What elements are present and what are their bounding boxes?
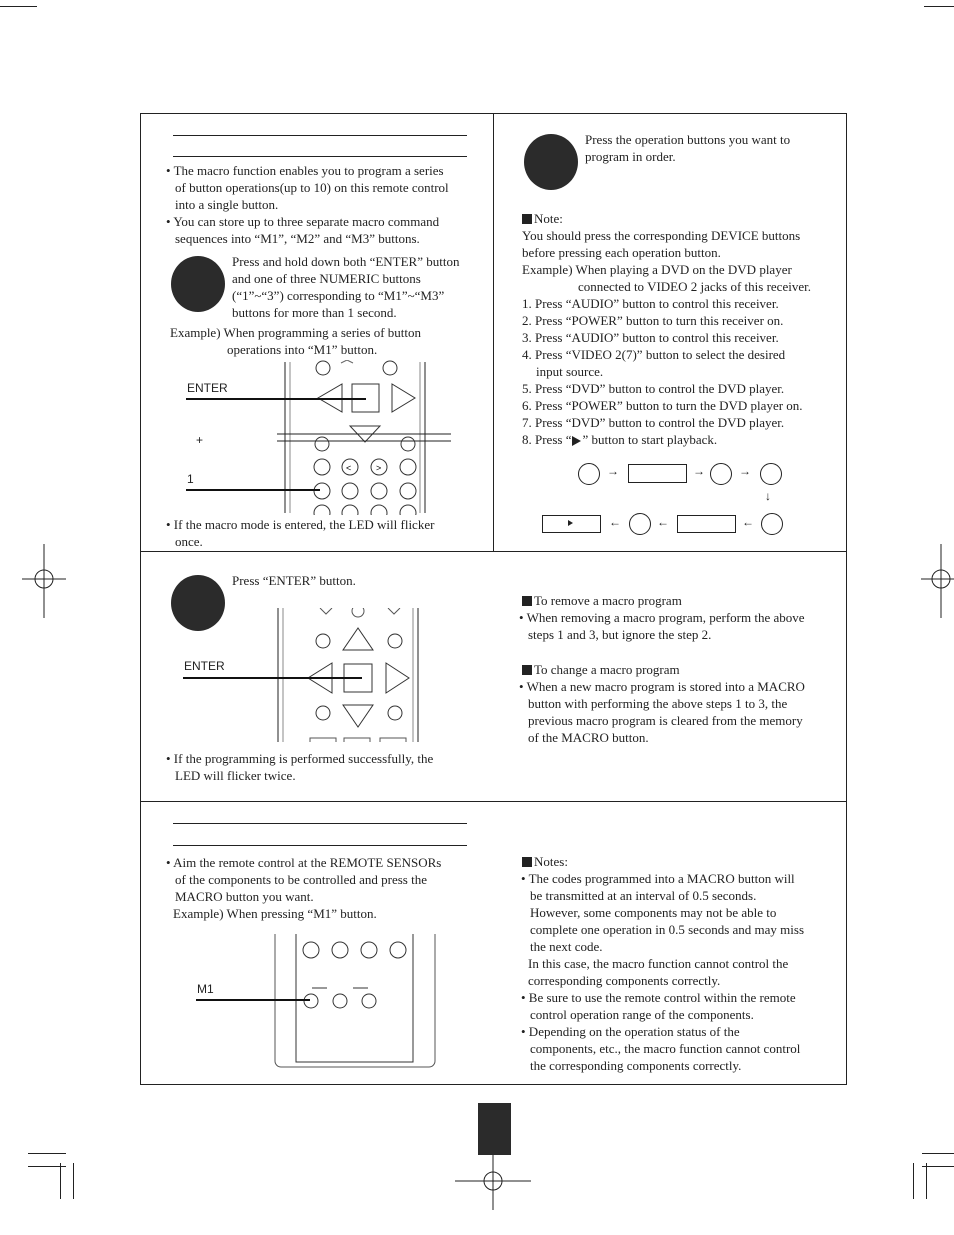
page-number-tab xyxy=(478,1103,511,1155)
flow-button-power xyxy=(628,464,687,483)
label-m1: M1 xyxy=(197,982,214,996)
notes-heading: Notes: xyxy=(522,853,568,870)
remove-macro-text: • When removing a macro program, perform the above steps 1 and 3, but ignore the step 2. xyxy=(519,610,805,642)
registration-mark-bottom xyxy=(455,1150,531,1210)
step-2-text: Press the operation buttons you want to program in order. xyxy=(585,132,791,164)
flow-button-dvd xyxy=(761,513,783,535)
list-item: 2. Press “POWER” button to turn this receiver on. xyxy=(522,313,784,328)
label-plus: + xyxy=(196,433,204,447)
step-3-text: Press “ENTER” button. xyxy=(232,573,356,588)
list-item: 6. Press “POWER” button to turn the DVD player on. xyxy=(522,398,803,413)
remote-illustration-2 xyxy=(180,608,440,743)
list-item: 1. Press “AUDIO” button to control this receiver. xyxy=(522,296,779,311)
intro-bullet-1: • The macro function enables you to program a series of button operations(up to 10) on this remote control into a single button. xyxy=(166,163,449,212)
arrow-right: → xyxy=(693,464,705,478)
note-heading: Note: xyxy=(522,210,563,227)
play-icon xyxy=(572,436,581,446)
remove-macro-heading: To remove a macro program xyxy=(522,592,682,609)
heading-rule xyxy=(173,823,467,824)
intro-bullet-2: • You can store up to three separate macro command sequences into “M1”, “M2” and “M3” buttons. xyxy=(166,214,440,246)
svg-text:>: > xyxy=(376,463,382,473)
label-enter-2: ENTER xyxy=(184,659,225,673)
flow-button-audio xyxy=(578,463,600,485)
change-macro-text: • When a new macro program is stored into a MACRO button with performing the above steps 1 to 3, the previous macro program is cleared from the memory of the MACRO button. xyxy=(519,679,805,745)
led-bullet-1: • If the macro mode is entered, the LED will flicker once. xyxy=(166,517,435,549)
list-item-8: 8. Press “ ” button to start playback. xyxy=(522,432,718,447)
divider-vertical xyxy=(493,114,494,552)
svg-text:<: < xyxy=(346,463,352,473)
heading-rule xyxy=(173,845,467,846)
notes-text: • The codes programmed into a MACRO button will be transmitted at an interval of 0.5 seconds. However, some components may not be able to complete one operation in 0.5 seconds and may miss the next code. In this case, the macro function cannot control the corresponding components correctly. • Be sure to use the remote control within the remote control operation range of the components. • Depending on the operation status of the components, etc., the macro function cannot control the corresponding components correctly. xyxy=(521,871,805,1073)
list-item: 7. Press “DVD” button to control the DVD player. xyxy=(522,415,785,430)
list-item: 3. Press “AUDIO” button to control this receiver. xyxy=(522,330,779,345)
arrow-left: ← xyxy=(742,515,754,529)
arrow-left: ← xyxy=(657,515,669,529)
example-1: Example) When programming a series of button operations into “M1” button. xyxy=(170,325,422,357)
arrow-right: → xyxy=(739,464,751,478)
change-macro-heading: To change a macro program xyxy=(522,661,680,678)
arrow-left: ← xyxy=(609,515,621,529)
play-icon xyxy=(568,520,573,526)
divider-h1 xyxy=(141,551,846,552)
led-bullet-2: • If the programming is performed successfully, the LED will flicker twice. xyxy=(166,751,434,783)
label-enter: ENTER xyxy=(187,381,228,395)
arrow-down: ↓ xyxy=(765,489,771,503)
steps-list xyxy=(522,295,803,431)
heading-rule xyxy=(173,156,467,157)
usage-text: • Aim the remote control at the REMOTE SENSORs of the components to be controlled and press the MACRO button you want. Example) When pressing “M1” button. xyxy=(166,855,442,921)
label-one: 1 xyxy=(187,472,194,486)
list-item: 5. Press “DVD” button to control the DVD player. xyxy=(522,381,785,396)
arrow-right: → xyxy=(607,464,619,478)
flow-button-power-2 xyxy=(677,515,736,533)
flow-button-audio-2 xyxy=(710,463,732,485)
list-item: input source. xyxy=(536,364,604,379)
flow-button-video2 xyxy=(760,463,782,485)
list-item: 4. Press “VIDEO 2(7)” button to select the desired xyxy=(522,347,786,362)
remote-illustration-3 xyxy=(190,934,440,1069)
step-2-badge xyxy=(524,134,578,190)
divider-h2 xyxy=(141,801,846,802)
note-text: You should press the corresponding DEVICE buttons before pressing each operation button. Example) When playing a DVD on the DVD player connected to VIDEO 2 jacks of this receiver. xyxy=(522,228,811,294)
heading-rule xyxy=(173,135,467,136)
flow-button-dvd-2 xyxy=(629,513,651,535)
step-1-text: Press and hold down both “ENTER” button and one of three NUMERIC buttons (“1”~“3”) corresponding to “M1”~“M3” buttons for more than 1 second. xyxy=(232,254,460,320)
registration-mark-left xyxy=(22,544,66,618)
registration-mark-right xyxy=(919,544,954,618)
step-1-badge xyxy=(171,256,225,312)
